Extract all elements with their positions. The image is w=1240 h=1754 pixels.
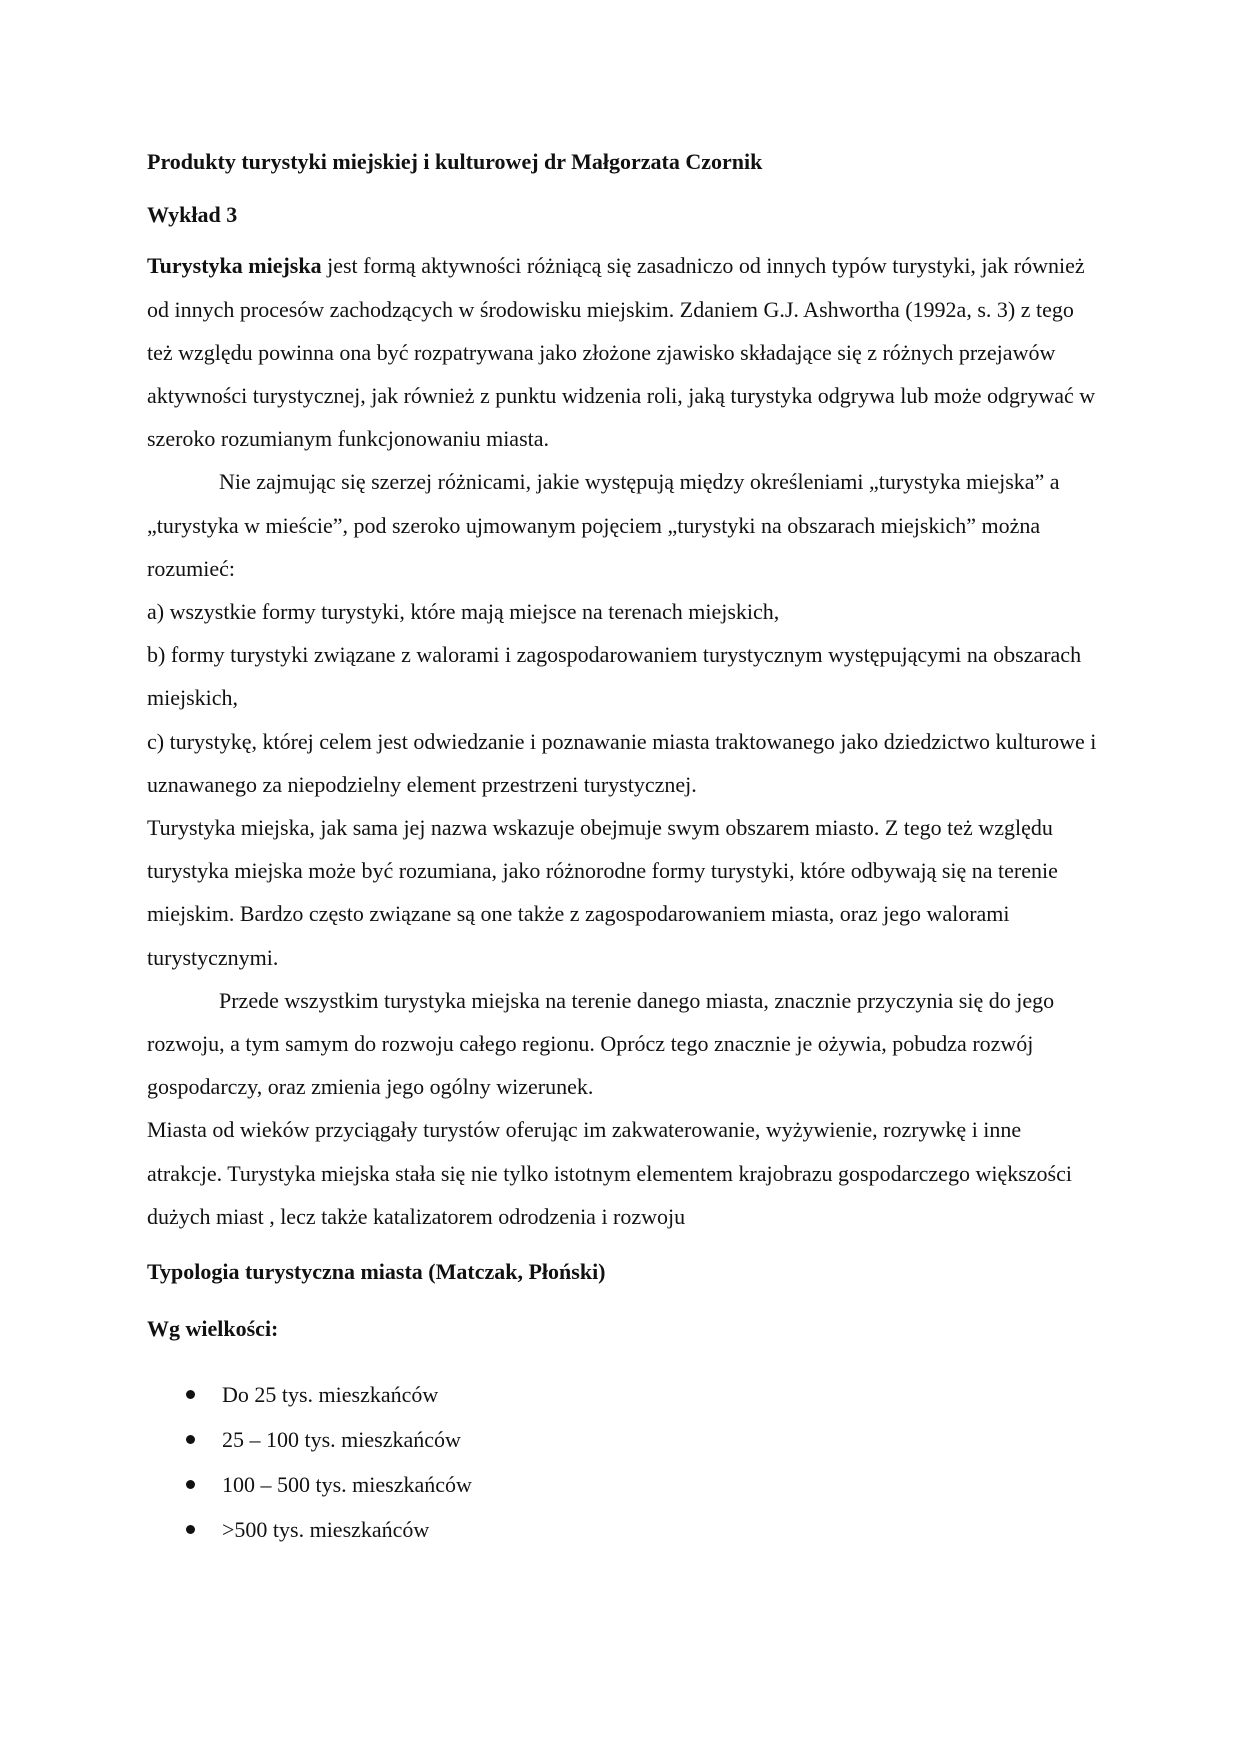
bullet-icon [186, 1525, 195, 1534]
paragraph-urban-tourism-scope: Turystyka miejska, jak sama jej nazwa wskazuje obejmuje swym obszarem miasto. Z tego też względu turystyka miejska może być rozumiana, jako różnorodne formy turystyki, które odbywają się na terenie miejskim. Bardzo często związane są one także z zagospodarowaniem miasta, oraz jego walorami turystycznymi. [147, 815, 1058, 970]
list-item-c: c) turystykę, której celem jest odwiedzanie i poznawanie miasta traktowanego jako dziedzictwo kulturowe i uznawanego za niepodzielny element przestrzeni turystycznej. [147, 728, 1097, 797]
section-subheading-size: Wg wielkości: [147, 1316, 279, 1342]
term-urban-tourism: Turystyka miejska [147, 253, 322, 279]
list-item [147, 1417, 1097, 1462]
lecture-number: Wykład 3 [147, 202, 238, 228]
bullet-icon [186, 1480, 195, 1489]
bullet-icon [186, 1390, 195, 1399]
bullet-text: >500 tys. mieszkańców [222, 1517, 430, 1543]
paragraph-history: Miasta od wieków przyciągały turystów oferując im zakwaterowanie, wyżywienie, rozrywkę i inne atrakcje. Turystyka miejska stała się nie tylko istotnym elementem krajobrazu gospodarczego większości dużych miast , lecz także katalizatorem odrodzenia i rozwoju [147, 1117, 1072, 1229]
document-title: Produkty turystyki miejskiej i kulturowej dr Małgorzata Czornik [147, 149, 763, 174]
bullet-text: 100 – 500 tys. mieszkańców [222, 1472, 472, 1498]
paragraph-urban-tourism-definition [147, 244, 1097, 460]
bullet-icon [186, 1435, 195, 1444]
list-item [147, 1462, 1097, 1507]
list-item-a: a) wszystkie formy turystyki, które mają miejsce na terenach miejskich, [147, 599, 780, 625]
bullet-text: 25 – 100 tys. mieszkańców [222, 1427, 461, 1453]
paragraph-development: Przede wszystkim turystyka miejska na terenie danego miasta, znacznie przyczynia się do jego rozwoju, a tym samym do rozwoju całego regionu. Oprócz tego znacznie je ożywia, pobudza rozwój gospodarczy, oraz zmienia jego ogólny wizerunek. [147, 987, 1055, 1100]
section-heading-typology: Typologia turystyczna miasta (Matczak, Płoński) [147, 1259, 606, 1285]
list-item [147, 1372, 1097, 1417]
document-content [147, 140, 1097, 1552]
list-item [147, 1507, 1097, 1552]
size-bullet-list [147, 1372, 1097, 1552]
paragraph-1-text: jest formą aktywności różniącą się zasadniczo od innych typów turystyki, jak również od innych procesów zachodzących w środowisku miejskim. Zdaniem G.J. Ashwortha (1992a, s. 3) z tego też względu powinna ona być rozpatrywana jako złożone zjawisko składające się z różnych przejawów aktywności turystycznej, jak również z punktu widzenia roli, jaką turystyka odgrywa lub może odgrywać w szeroko rozumianym funkcjonowaniu miasta. [147, 253, 1096, 452]
paragraph-terms: Nie zajmując się szerzej różnicami, jakie występują między określeniami „turystyka miejska” a „turystyka w mieście”, pod szeroko ujmowanym pojęciem „turystyki na obszarach miejskich” można rozumieć: [147, 469, 1060, 581]
bullet-text: Do 25 tys. mieszkańców [222, 1382, 439, 1408]
list-item-b: b) formy turystyki związane z walorami i zagospodarowaniem turystycznym występującymi na obszarach miejskich, [147, 642, 1082, 711]
